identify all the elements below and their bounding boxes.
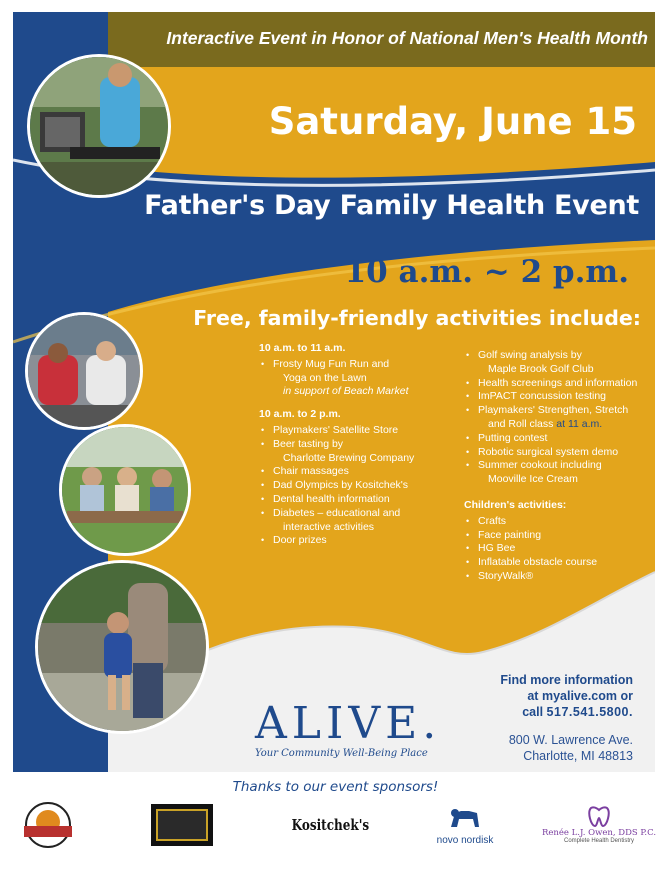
contact-text: or (620, 689, 633, 703)
list-item-text: Frosty Mug Fun Run and (273, 357, 390, 370)
list-item-text: Inflatable obstacle course (478, 556, 598, 569)
activities-heading: Free, family-friendly activities include: (193, 306, 641, 330)
time-slot-heading: 10 a.m. to 2 p.m. (259, 408, 341, 421)
novo-nordisk-logo (430, 800, 500, 850)
list-item-text: Playmakers' Satellite Store (273, 423, 399, 436)
owen-name: Renée L.J. Owen, DDS P.C. (541, 828, 657, 838)
list-item (464, 556, 655, 570)
list-item (464, 515, 655, 529)
address-city: Charlotte, MI 48813 (523, 749, 633, 763)
list-item-text: ImPACT concussion testing (478, 390, 606, 403)
list-item-text: Golf swing analysis by (478, 349, 582, 361)
list-item-note: in support of Beach Market (283, 385, 409, 398)
list-item (259, 479, 449, 493)
list-item (259, 493, 449, 507)
banner-text: Interactive Event in Honor of National Men's Health Month (166, 28, 648, 48)
list-item-text: Face painting (478, 528, 542, 541)
list-item-text: HG Bee (478, 542, 516, 555)
kositcheks-wordmark: Kositchek's (291, 816, 369, 834)
activities-left-column (259, 342, 449, 548)
list-item (259, 534, 449, 548)
contact-info (463, 672, 633, 720)
list-item-text: Door prizes (273, 534, 327, 547)
list-item-text: Yoga on the Lawn (283, 371, 367, 384)
list-item (464, 529, 655, 543)
logo-tagline: Your Community Well-Being Place (255, 748, 428, 759)
time-slot-heading: 10 a.m. to 11 a.m. (259, 342, 346, 354)
charlotte-brewing-logo (18, 800, 78, 850)
activities-right-column (464, 349, 655, 584)
list-item (464, 542, 655, 556)
list-item (464, 432, 655, 446)
owen-dds-logo (538, 800, 660, 850)
list-item-text: Charlotte Brewing Company (283, 451, 415, 464)
website-link[interactable]: myalive.com (541, 689, 618, 703)
owen-subtitle: Complete Health Dentistry (563, 838, 635, 844)
event-poster (13, 12, 655, 772)
address (463, 732, 633, 764)
contact-line: Find more information (500, 673, 633, 687)
phone-number: 517.541.5800. (546, 705, 633, 719)
novo-wordmark: novo nordisk (436, 834, 494, 846)
list-item-text: Robotic surgical system demo (478, 445, 619, 458)
list-item (259, 465, 449, 479)
list-item (259, 424, 449, 438)
list-item (464, 390, 655, 404)
list-item (259, 438, 449, 466)
children-heading: Children's activities: (464, 498, 567, 511)
family-games-photo (25, 312, 143, 430)
list-item-text: Putting contest (478, 431, 548, 444)
list-item-text: Crafts (478, 514, 507, 527)
kositcheks-logo (292, 800, 368, 850)
list-item-text: Dad Olympics by Kositchek's (273, 479, 409, 492)
list-item (259, 358, 449, 399)
list-item-text: Health screenings and information (478, 376, 638, 389)
list-item-text: Chair massages (273, 465, 349, 478)
logo-wordmark: ALIVE. (255, 698, 442, 749)
class-time: at 11 a.m. (556, 417, 603, 430)
list-item-text: Diabetes – educational and (273, 506, 401, 519)
event-time: 10 a.m. ~ 2 p.m. (344, 254, 629, 290)
putting-photo (35, 560, 209, 734)
list-item-text: interactive activities (283, 520, 375, 533)
list-item (464, 570, 655, 584)
list-item-text: Maple Brook Golf Club (488, 362, 594, 375)
list-item-text: Mooville Ice Cream (488, 473, 578, 486)
grill-photo (27, 54, 171, 198)
contact-text: call (522, 705, 544, 719)
list-item-text: Summer cookout including (478, 459, 602, 472)
alive-logo (255, 698, 442, 759)
crossfit-fare-logo (150, 800, 214, 850)
list-item (464, 404, 655, 432)
list-item (464, 459, 655, 487)
picnic-photo (59, 424, 191, 556)
list-item-text: StoryWalk® (478, 569, 534, 582)
list-item (464, 446, 655, 460)
event-date: Saturday, June 15 (268, 100, 637, 143)
address-street: 800 W. Lawrence Ave. (508, 733, 633, 747)
sponsors-heading: Thanks to our event sponsors! (232, 779, 439, 795)
event-title: Father's Day Family Health Event (144, 190, 639, 221)
list-item-text: and Roll class (488, 417, 554, 430)
list-item-text: Dental health information (273, 492, 390, 505)
list-item (464, 377, 655, 391)
list-item (259, 507, 449, 535)
list-item-text: Beer tasting by (273, 437, 344, 450)
list-item-text: Playmakers' Strengthen, Stretch (478, 404, 629, 417)
list-item (464, 349, 655, 377)
contact-text: at (527, 689, 539, 703)
